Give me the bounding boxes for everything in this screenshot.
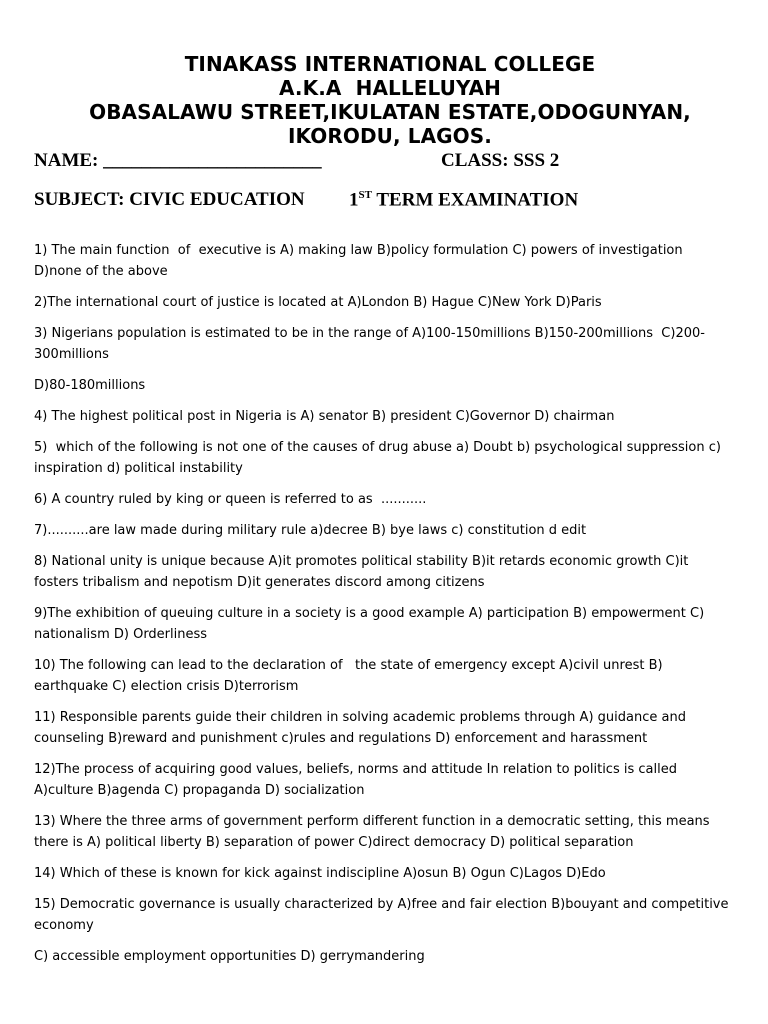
term-number: 1 [349, 189, 359, 211]
question-item: D)80-180millions [34, 378, 146, 393]
school-address-line1: OBASALAWU STREET,IKULATAN ESTATE,ODOGUNYAN, [89, 100, 691, 124]
name-field: NAME: _______________________ [34, 150, 322, 171]
question-item: 4) The highest political post in Nigeria is A) senator B) president C)Governor D) chairman [34, 409, 615, 424]
question-item: 2)The international court of justice is located at A)London B) Hague C)New York D)Paris [34, 295, 602, 310]
question-item: 13) Where the three arms of government perform different function in a democratic setting, this means there is A) political liberty B) separation of power C)direct democracy D) political separation [34, 814, 714, 850]
question-item: 12)The process of acquiring good values, beliefs, norms and attitude In relation to politics is called A)culture B)agenda C) propaganda D) socialization [34, 762, 682, 798]
question-item: 14) Which of these is known for kick against indiscipline A)osun B) Ogun C)Lagos D)Edo [34, 866, 606, 881]
term-text: TERM EXAMINATION [371, 189, 579, 211]
question-item: 3) Nigerians population is estimated to be in the range of A)100-150millions B)150-200millions C)200-300millions [34, 326, 705, 362]
school-aka: A.K.A HALLELUYAH [278, 76, 502, 100]
term-label [349, 189, 578, 211]
question-item: C) accessible employment opportunities D) gerrymandering [34, 949, 425, 964]
question-item: 11) Responsible parents guide their children in solving academic problems through A) guidance and counseling B)reward and punishment c)rules and regulations D) enforcement and harassment [34, 710, 691, 746]
question-item: 8) National unity is unique because A)it promotes political stability B)it retards economic growth C)it fosters tribalism and nepotism D)it generates discord among citizens [34, 554, 693, 590]
question-item: 15) Democratic governance is usually characterized by A)free and fair election B)bouyant and competitive economy [34, 897, 733, 933]
subject-label: SUBJECT: CIVIC EDUCATION [34, 189, 305, 210]
question-list [34, 240, 734, 977]
class-label: CLASS: SSS 2 [441, 150, 560, 171]
question-item: 5) which of the following is not one of the causes of drug abuse a) Doubt b) psychological suppression c) inspiration d) political instability [34, 440, 726, 476]
school-address-line2: IKORODU, LAGOS. [288, 124, 492, 148]
question-item: 10) The following can lead to the declaration of the state of emergency except A)civil unrest B) earthquake C) election crisis D)terrorism [34, 658, 667, 694]
term-suffix: ST [358, 189, 372, 201]
question-item: 9)The exhibition of queuing culture in a society is a good example A) participation B) empowerment C) nationalism D) Orderliness [34, 606, 709, 642]
question-item: 7)..........are law made during military rule a)decree B) bye laws c) constitution d edit [34, 523, 587, 538]
question-item: 1) The main function of executive is A) making law B)policy formulation C) powers of investigation D)none of the above [34, 243, 687, 279]
school-name: TINAKASS INTERNATIONAL COLLEGE [184, 52, 596, 76]
school-header [0, 52, 768, 148]
question-item: 6) A country ruled by king or queen is referred to as ........... [34, 492, 427, 507]
